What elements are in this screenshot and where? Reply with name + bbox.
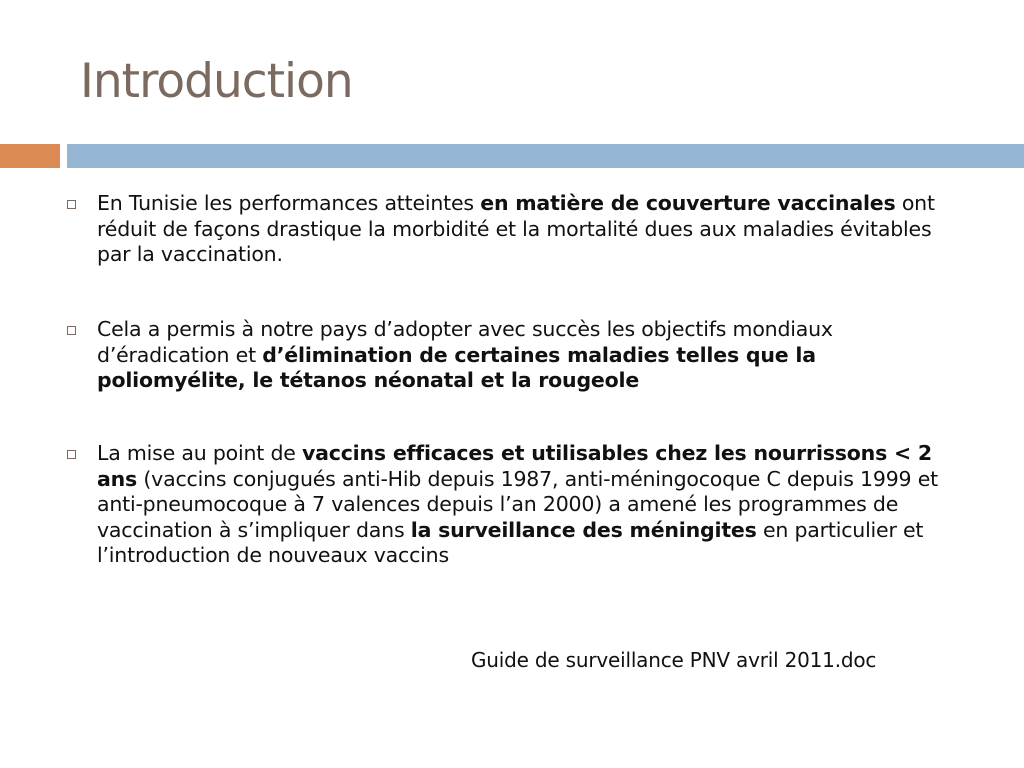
- bullet-3-text-mid: (vaccins conjugués anti-Hib depuis 1987, anti-méningocoque C depuis 1999 et anti-pneumocoque à 7 valences depuis l’an 2000) a amené les programmes de vaccination à s’impliquer dans: [97, 466, 938, 542]
- bullet-2: [97, 317, 957, 394]
- square-bullet-icon: [67, 200, 76, 209]
- bullet-1: [97, 191, 957, 268]
- bullet-2-text: Cela a permis à notre pays d’adopter avec succès les objectifs mondiaux d’éradication et: [97, 317, 833, 367]
- bullet-3-bold-2: la surveillance des méningites: [410, 517, 757, 542]
- source-citation: Guide de surveillance PNV avril 2011.doc: [471, 648, 877, 672]
- square-bullet-icon: [67, 326, 76, 335]
- square-bullet-icon: [67, 450, 76, 459]
- accent-bar-blue: [67, 144, 1024, 168]
- bullet-3-text: La mise au point de: [97, 441, 302, 465]
- bullet-3: [97, 441, 957, 569]
- accent-bar-orange: [0, 144, 60, 168]
- bullet-3-bold: vaccins efficaces et utilisables chez les nourrissons < 2 ans: [97, 441, 932, 491]
- bullet-1-text-end: ont réduit de façons drastique la morbidité et la mortalité dues aux maladies évitables par la vaccination.: [97, 191, 935, 266]
- bullet-1-bold: en matière de couverture vaccinales: [480, 191, 896, 215]
- bullet-3-text-end: en particulier et l’introduction de nouveaux vaccins: [97, 517, 924, 567]
- bullet-2-bold: d’élimination de certaines maladies telles que la poliomyélite, le tétanos néonatal et la rougeole: [97, 342, 816, 392]
- slide-title: Introduction: [80, 54, 353, 109]
- bullet-1-text: En Tunisie les performances atteintes: [97, 191, 481, 215]
